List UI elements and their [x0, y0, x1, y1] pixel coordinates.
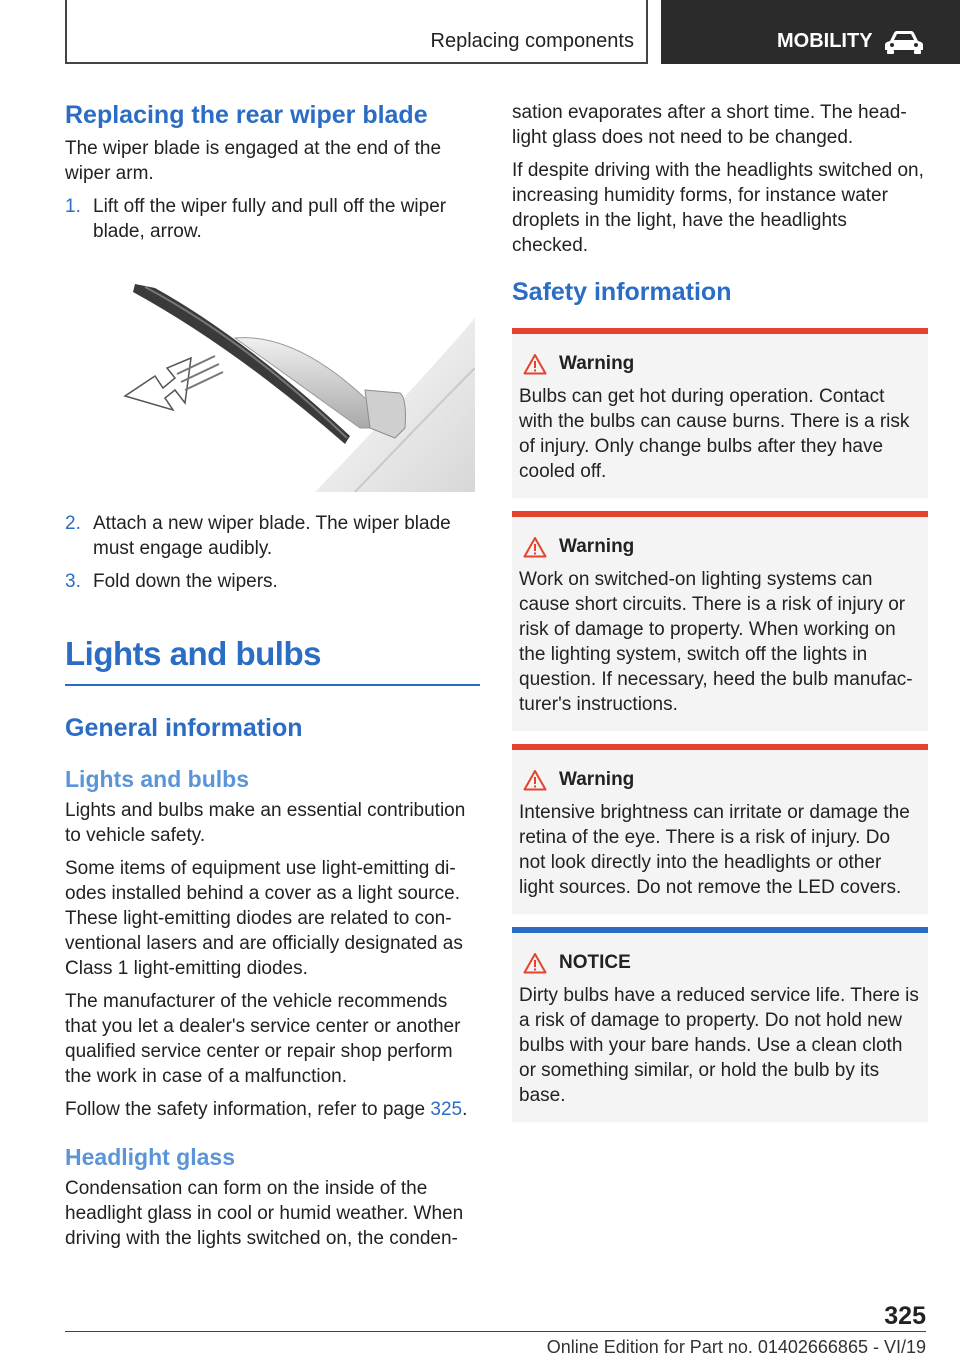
box-title	[519, 951, 921, 975]
heading-rule	[65, 684, 480, 686]
paragraph: Some items of equipment use light-emitting di‐odes installed behind a cover as a light source. These light-emitting diodes are related to con‐ventional lasers and are officially designated as Class 1 light-emitting diodes.	[65, 858, 463, 979]
general-info-heading: General information	[65, 714, 303, 742]
box-text: Intensive brightness can irritate or damage the retina of the eye. There is a risk of injury. Do not look directly into the headlights or other light sources. Do not remove the LED covers.	[519, 802, 910, 898]
warning-triangle-icon	[523, 353, 547, 375]
box-title	[519, 535, 921, 559]
step-number: 1.	[65, 196, 81, 217]
box-title-text: Warning	[559, 353, 635, 374]
footer-rule	[65, 1331, 926, 1332]
chapter-title: MOBILITY	[777, 30, 873, 52]
left-column	[65, 100, 480, 1259]
ref-suffix: .	[462, 1099, 468, 1120]
ref-text: Follow the safety information, refer to page	[65, 1099, 431, 1120]
box-title	[519, 768, 921, 792]
box-title-text: NOTICE	[559, 952, 631, 973]
notice-box	[512, 927, 928, 1122]
step-3	[65, 569, 480, 594]
box-text: Bulbs can get hot during operation. Contact with the bulbs can cause burns. There is a risk of injury. Only change bulbs after they have cooled off.	[519, 386, 910, 482]
box-title-text: Warning	[559, 536, 635, 557]
section-title: Replacing components	[430, 30, 634, 52]
step-number: 2.	[65, 513, 81, 534]
rear-wiper-intro: The wiper blade is engaged at the end of the wiper arm.	[65, 138, 442, 184]
paragraph: The manufacturer of the vehicle recommends that you let a dealer's service center or another qualified service center or repair shop perform the work in case of a malfunction.	[65, 991, 461, 1087]
headlight-glass-heading: Headlight glass	[65, 1144, 235, 1170]
warning-box	[512, 744, 928, 914]
box-title-text: Warning	[559, 769, 635, 790]
wiper-blade-illustration	[115, 278, 475, 492]
paragraph: If despite driving with the headlights switched on, increasing humidity forms, for instance water droplets in the light, have the headlights checked.	[512, 160, 924, 256]
header-chapter	[661, 0, 960, 64]
footer-edition: Online Edition for Part no. 01402666865 - VI/19	[546, 1337, 926, 1357]
header-section-title	[65, 0, 648, 64]
warning-box	[512, 328, 928, 498]
step-2	[65, 511, 480, 561]
warning-triangle-icon	[523, 536, 547, 558]
box-title	[519, 352, 921, 376]
step-1	[65, 194, 480, 244]
page-link[interactable]: 325	[430, 1099, 463, 1120]
step-text: Attach a new wiper blade. The wiper blade must engage audibly.	[93, 513, 451, 559]
safety-info-heading: Safety information	[512, 278, 732, 306]
box-text: Dirty bulbs have a reduced service life. There is a risk of damage to property. Do not hold new bulbs with your bare hands. Use a clean cloth or something similar, or hold the bulb by its base.	[519, 985, 919, 1106]
lights-bulbs-subheading: Lights and bulbs	[65, 766, 249, 792]
right-column	[512, 100, 928, 1135]
lights-bulbs-heading: Lights and bulbs	[65, 635, 321, 672]
step-number: 3.	[65, 571, 81, 592]
warning-box	[512, 511, 928, 731]
car-icon	[884, 29, 924, 55]
step-text: Lift off the wiper fully and pull off the wiper blade, arrow.	[93, 196, 447, 242]
page-number: 325	[884, 1302, 926, 1330]
paragraph: sation evaporates after a short time. The head‐light glass does not need to be changed.	[512, 102, 907, 148]
warning-triangle-icon	[523, 769, 547, 791]
step-text: Fold down the wipers.	[93, 571, 278, 592]
warning-triangle-icon	[523, 952, 547, 974]
paragraph-safety-ref	[65, 1097, 480, 1122]
paragraph: Lights and bulbs make an essential contribution to vehicle safety.	[65, 800, 466, 846]
rear-wiper-heading: Replacing the rear wiper blade	[65, 101, 428, 129]
paragraph: Condensation can form on the inside of the headlight glass in cool or humid weather. When driving with the lights switched on, the conden‐	[65, 1178, 464, 1249]
box-text: Work on switched-on lighting systems can cause short circuits. There is a risk of injury or risk of damage to property. When working on the lighting system, switch off the lights in question. If necessary, heed the bulb manufac‐turer's instructions.	[519, 569, 913, 715]
